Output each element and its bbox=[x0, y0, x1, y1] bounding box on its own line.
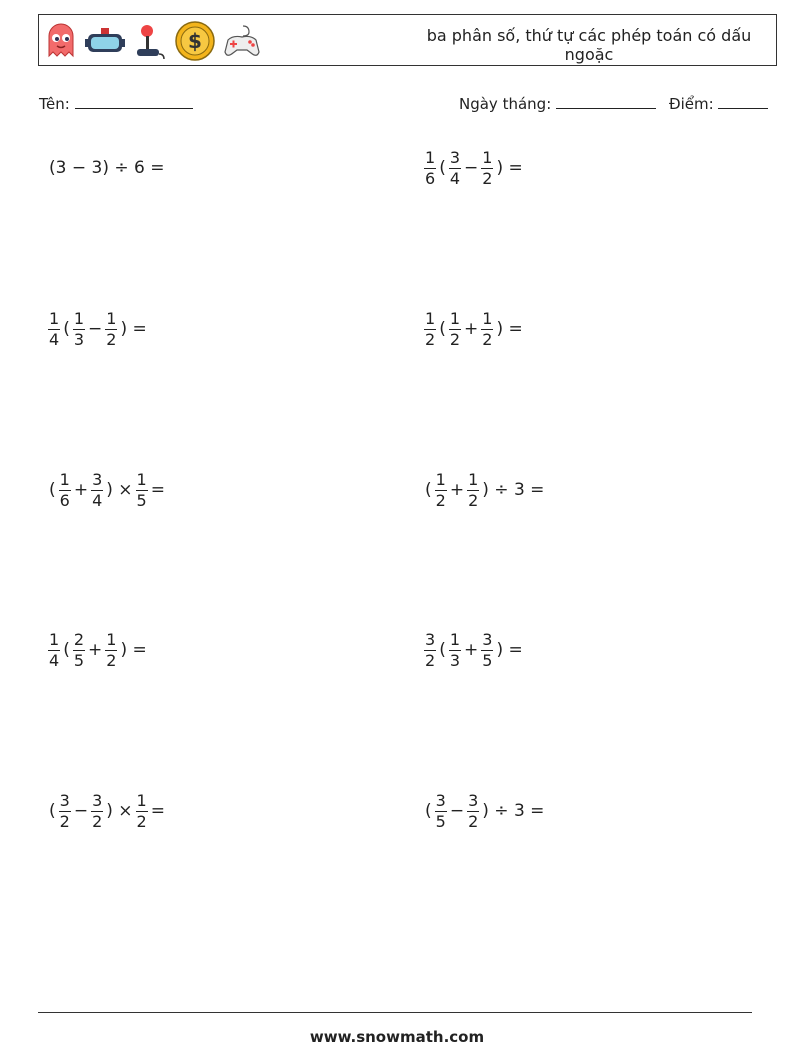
fraction bbox=[467, 791, 479, 832]
numerator: 1 bbox=[59, 469, 70, 489]
denominator: 2 bbox=[449, 329, 461, 349]
numerator: 1 bbox=[449, 308, 461, 328]
problem-6 bbox=[423, 468, 546, 512]
problem-text: − bbox=[88, 319, 103, 339]
numerator: 3 bbox=[468, 790, 479, 810]
problem-text: ) = bbox=[496, 158, 523, 178]
fraction bbox=[435, 470, 447, 511]
fraction bbox=[424, 148, 436, 189]
numerator: 1 bbox=[468, 469, 479, 489]
denominator: 2 bbox=[468, 490, 479, 510]
score-field bbox=[669, 94, 768, 113]
fraction bbox=[467, 470, 479, 511]
fraction bbox=[91, 470, 103, 511]
date-field bbox=[459, 94, 656, 113]
problem-text: ) × bbox=[106, 480, 133, 500]
numerator: 1 bbox=[425, 147, 436, 167]
denominator: 4 bbox=[49, 650, 60, 670]
denominator: 5 bbox=[136, 490, 147, 510]
svg-text:$: $ bbox=[188, 29, 202, 53]
problem-10 bbox=[423, 789, 546, 833]
numerator: 1 bbox=[425, 308, 436, 328]
footer-divider bbox=[38, 1012, 752, 1013]
problem-3 bbox=[47, 307, 149, 351]
numerator: 1 bbox=[136, 469, 147, 489]
denominator: 5 bbox=[435, 811, 446, 831]
score-label: Điểm: bbox=[669, 95, 714, 113]
denominator: 2 bbox=[435, 490, 446, 510]
denominator: 2 bbox=[482, 329, 493, 349]
problem-text: ) = bbox=[496, 319, 523, 339]
denominator: 6 bbox=[59, 490, 70, 510]
footer-url: www.snowmath.com bbox=[309, 1028, 485, 1046]
fraction bbox=[481, 309, 493, 350]
denominator: 2 bbox=[136, 811, 147, 831]
problem-4 bbox=[423, 307, 525, 351]
numerator: 3 bbox=[59, 790, 70, 810]
problem-text: = bbox=[150, 801, 165, 821]
numerator: 3 bbox=[435, 790, 446, 810]
fraction bbox=[449, 309, 461, 350]
problem-text: + bbox=[464, 640, 479, 660]
problem-text: ( bbox=[439, 640, 446, 660]
numerator: 1 bbox=[449, 629, 461, 649]
problem-text: ( bbox=[63, 640, 70, 660]
denominator: 2 bbox=[106, 329, 117, 349]
denominator: 2 bbox=[92, 811, 103, 831]
problem-2 bbox=[423, 146, 525, 190]
denominator: 3 bbox=[449, 650, 461, 670]
problem-1 bbox=[47, 146, 166, 190]
problem-text: − bbox=[73, 801, 89, 821]
fraction bbox=[73, 309, 85, 350]
problem-9 bbox=[47, 789, 167, 833]
denominator: 2 bbox=[482, 168, 493, 188]
numerator: 3 bbox=[482, 629, 493, 649]
problem-8 bbox=[423, 628, 525, 672]
date-label: Ngày tháng: bbox=[459, 95, 552, 113]
problem-text: ( bbox=[439, 158, 446, 178]
denominator: 3 bbox=[73, 329, 85, 349]
name-field bbox=[39, 94, 193, 113]
denominator: 2 bbox=[425, 329, 436, 349]
numerator: 3 bbox=[425, 629, 436, 649]
fraction bbox=[481, 148, 493, 189]
fraction bbox=[91, 791, 103, 832]
fraction bbox=[449, 630, 461, 671]
problem-text: − bbox=[464, 158, 479, 178]
fraction bbox=[136, 791, 148, 832]
denominator: 2 bbox=[106, 650, 117, 670]
fraction bbox=[105, 630, 117, 671]
denominator: 2 bbox=[425, 650, 436, 670]
date-line[interactable] bbox=[556, 94, 656, 109]
numerator: 1 bbox=[73, 308, 85, 328]
denominator: 2 bbox=[468, 811, 479, 831]
fraction bbox=[105, 309, 117, 350]
denominator: 5 bbox=[482, 650, 493, 670]
numerator: 2 bbox=[73, 629, 85, 649]
fraction bbox=[59, 470, 71, 511]
denominator: 4 bbox=[449, 168, 461, 188]
numerator: 3 bbox=[449, 147, 461, 167]
problem-text: + bbox=[449, 480, 465, 500]
problem-text: = bbox=[150, 480, 165, 500]
problem-text: + bbox=[88, 640, 103, 660]
numerator: 1 bbox=[435, 469, 446, 489]
problem-5 bbox=[47, 468, 167, 512]
worksheet-title: ba phân số, thứ tự các phép toán có dấu ngoặc bbox=[426, 26, 752, 64]
problem-7 bbox=[47, 628, 149, 672]
problem-text: ) = bbox=[120, 319, 147, 339]
name-label: Tên: bbox=[39, 95, 70, 113]
problem-text: ( bbox=[439, 319, 446, 339]
fraction bbox=[136, 470, 148, 511]
fraction bbox=[424, 630, 436, 671]
problem-text: ( bbox=[63, 319, 70, 339]
problem-text: ) = bbox=[120, 640, 147, 660]
fraction bbox=[48, 630, 60, 671]
fraction bbox=[73, 630, 85, 671]
problem-text: (3 − 3) ÷ 6 = bbox=[49, 158, 165, 178]
name-line[interactable] bbox=[75, 94, 193, 109]
denominator: 2 bbox=[59, 811, 70, 831]
problem-text: ) ÷ 3 = bbox=[482, 801, 545, 821]
fraction bbox=[481, 630, 493, 671]
problem-text: ( bbox=[425, 801, 432, 821]
worksheet-header bbox=[38, 14, 777, 66]
denominator: 4 bbox=[92, 490, 103, 510]
problem-text: ) ÷ 3 = bbox=[482, 480, 545, 500]
fraction bbox=[59, 791, 71, 832]
fraction bbox=[48, 309, 60, 350]
score-line[interactable] bbox=[718, 94, 768, 109]
numerator: 3 bbox=[92, 469, 103, 489]
gamepad-icon bbox=[223, 22, 261, 60]
numerator: 3 bbox=[92, 790, 103, 810]
numerator: 1 bbox=[106, 629, 117, 649]
denominator: 4 bbox=[49, 329, 60, 349]
numerator: 1 bbox=[136, 790, 147, 810]
problem-text: + bbox=[464, 319, 479, 339]
vr-headset-icon bbox=[85, 22, 125, 60]
fraction bbox=[435, 791, 447, 832]
denominator: 6 bbox=[425, 168, 436, 188]
ghost-icon bbox=[45, 22, 77, 60]
problem-text: ) = bbox=[496, 640, 523, 660]
problem-text: ( bbox=[49, 801, 56, 821]
problem-text: ) × bbox=[106, 801, 133, 821]
joystick-icon bbox=[133, 22, 167, 60]
problem-text: − bbox=[449, 801, 465, 821]
numerator: 1 bbox=[106, 308, 117, 328]
dollar-coin-icon bbox=[175, 21, 215, 61]
problem-text: ( bbox=[49, 480, 56, 500]
numerator: 1 bbox=[482, 308, 493, 328]
numerator: 1 bbox=[49, 629, 60, 649]
numerator: 1 bbox=[49, 308, 60, 328]
fraction bbox=[424, 309, 436, 350]
problem-text: + bbox=[73, 480, 89, 500]
problem-text: ( bbox=[425, 480, 432, 500]
fraction bbox=[449, 148, 461, 189]
numerator: 1 bbox=[482, 147, 493, 167]
denominator: 5 bbox=[73, 650, 85, 670]
header-icons bbox=[45, 21, 261, 61]
